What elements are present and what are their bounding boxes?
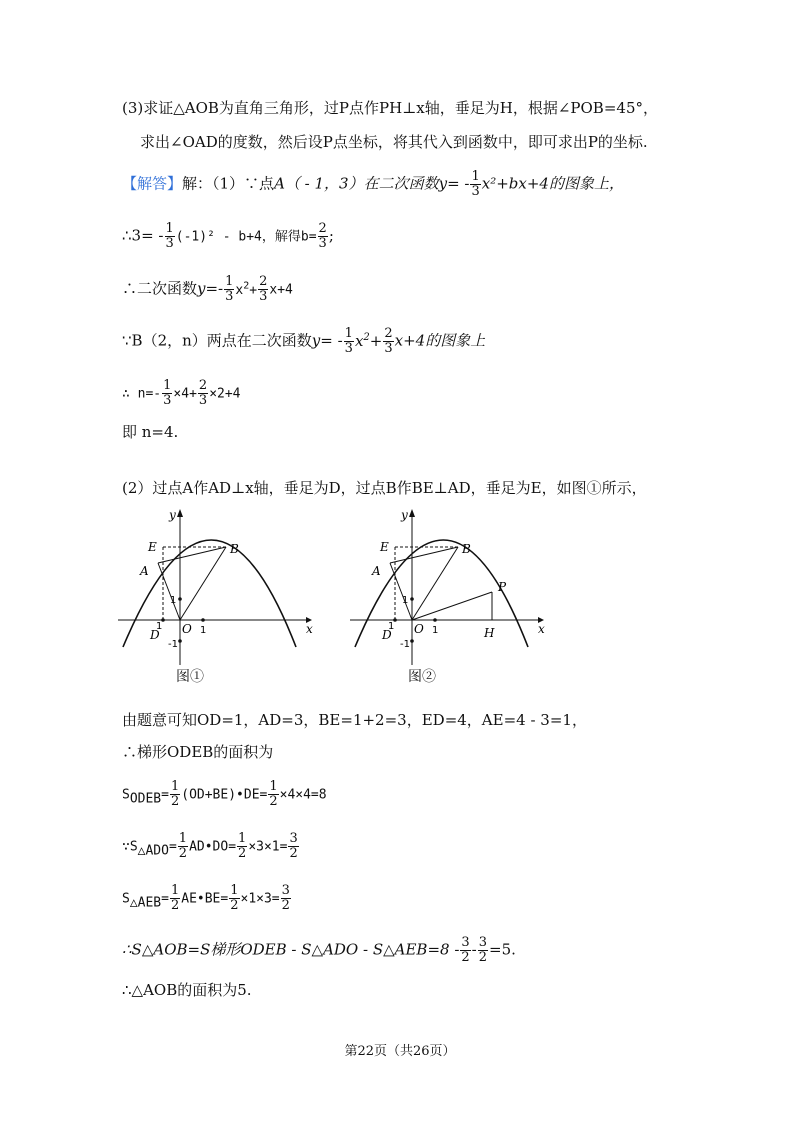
svg-text:y: y <box>401 508 408 522</box>
svg-text:1: 1 <box>388 621 395 632</box>
svg-text:O: O <box>182 622 192 636</box>
svg-text:D: D <box>382 628 392 642</box>
fraction: $\frac{2}{3}$ <box>384 326 393 356</box>
svg-text:1: 1 <box>432 625 439 636</box>
text-seg: ∴二次函数 <box>122 279 198 298</box>
svg-text:B: B <box>462 542 471 556</box>
solution-line-1 <box>122 170 624 199</box>
text-seg: △AEB <box>129 895 162 911</box>
solution-line-4: ∵B（2，n）两点在二次函数y= - $\frac{1}{3}$ $x^2+$ $\frac{2}{3}$ x+4的图象上 <box>122 326 486 356</box>
svg-text:O: O <box>414 622 424 636</box>
text-seg: y= - <box>311 331 343 350</box>
text-seg: AE•BE= <box>181 891 229 907</box>
svg-text:-1: -1 <box>168 639 178 650</box>
figure-2-caption: 图② <box>408 669 436 685</box>
text-seg: AD•DO= <box>189 839 237 855</box>
text-seg: ×1×3= <box>240 891 280 907</box>
text-seg: ∵S <box>122 839 138 855</box>
svg-text:E: E <box>380 540 389 554</box>
text-seg: (-1)² - b+4，解得b= <box>175 229 317 245</box>
svg-text:-1: -1 <box>400 639 410 650</box>
fraction: $\frac{1}{2}$ <box>170 779 180 809</box>
text-seg: A（ - 1，3）在二次函数 <box>274 174 439 193</box>
page-number: 第22页（共26页） <box>344 1044 456 1059</box>
y-axis-label: y <box>169 508 176 522</box>
text-seg: ODEB <box>129 791 162 807</box>
text-seg: y=- <box>197 279 224 298</box>
text-seg: S <box>122 891 130 907</box>
fraction: $\frac{1}{2}$ <box>170 883 180 913</box>
fraction: $\frac{2}{3}$ <box>198 378 208 408</box>
svg-text:E: E <box>148 540 157 554</box>
svg-text:1: 1 <box>200 625 207 636</box>
solution-line-7: 由题意可知OD=1，AD=3，BE=1+2=3，ED=4，AE=4 - 3=1， <box>122 711 587 729</box>
point-p-label: P <box>498 580 507 594</box>
fraction: $\frac{2}{3}$ <box>318 221 327 251</box>
figure-2 <box>350 505 550 665</box>
fraction: $\frac{1}{3}$ <box>163 378 172 408</box>
text-seg: ∴ n=- <box>122 386 162 402</box>
text-seg: ×4+ <box>173 386 197 402</box>
fraction: $\frac{1}{2}$ <box>178 831 188 861</box>
svg-text:A: A <box>372 564 381 578</box>
answer-tag: 【解答】 <box>122 174 183 193</box>
text-seg: x+4的图象上 <box>394 331 486 350</box>
text-seg: ∵B（2，n）两点在二次函数 <box>122 331 312 350</box>
text-seg: x²+bx+4的图象上， <box>481 174 624 193</box>
fraction: $\frac{3}{2}$ <box>281 883 290 913</box>
fraction: $\frac{1}{2}$ <box>269 779 278 809</box>
solution-line-6: 即 n=4. <box>122 423 179 441</box>
solution-line-9: $S_{ODEB}=$ $\frac{1}{2}$ (OD+BE)•DE= $\frac{1}{2}$ ×4×4=8 <box>122 779 327 809</box>
text-seg: △ADO <box>137 843 169 859</box>
svg-text:1: 1 <box>402 595 409 606</box>
part2-line: (2）过点A作AD⊥x轴，垂足为D，过点B作BE⊥AD，垂足为E，如图①所示， <box>122 479 647 497</box>
text-seg: (OD+BE)•DE= <box>181 787 268 803</box>
figure-1 <box>118 505 318 665</box>
fraction: $\frac{1}{3}$ <box>471 169 480 199</box>
fraction: $\frac{3}{2}$ <box>478 935 488 965</box>
hint-line-2: 求出∠OAD的度数，然后设P点坐标，将其代入到函数中，即可求出P的坐标. <box>140 133 648 151</box>
text-seg: ×4×4=8 <box>279 787 327 803</box>
point-h-label: H <box>484 626 495 640</box>
x-axis-label: x <box>306 622 313 636</box>
text-seg: ; <box>328 226 334 245</box>
text-seg: ∴S△AOB=S梯形ODEB - S△ADO - S△AEB=8 - <box>122 940 460 959</box>
solution-line-2 <box>122 222 334 251</box>
text-seg: x+4 <box>269 282 293 298</box>
fraction: $\frac{1}{2}$ <box>238 831 247 861</box>
solution-line-8: ∴梯形ODEB的面积为 <box>122 743 274 761</box>
solution-line-5 <box>122 379 241 408</box>
fraction: $\frac{2}{3}$ <box>259 274 268 304</box>
text-seg: ∴3= - <box>122 226 164 245</box>
fraction: $\frac{1}{2}$ <box>230 883 239 913</box>
hint-line-1: (3)求证△AOB为直角三角形，过P点作PH⊥x轴，垂足为H，根据∠POB=45°， <box>122 99 658 117</box>
solution-line-12: ∴S△AOB=S梯形ODEB - S△ADO - S△AEB=8 - $\frac{3}{2}$ - $\frac{3}{2}$ =5. <box>122 935 516 965</box>
svg-text:D: D <box>150 628 160 642</box>
text-seg: y= - <box>438 174 470 193</box>
figure-1-caption: 图① <box>176 669 204 685</box>
svg-text:1: 1 <box>156 621 163 632</box>
solution-line-10: $\because S_{\triangle ADO}=$ $\frac{1}{2}$ AD•DO= $\frac{1}{2}$ ×3×1= $\frac{3}{2}$ <box>122 831 298 861</box>
fraction: $\frac{3}{2}$ <box>289 831 298 861</box>
text-seg: ×3×1= <box>248 839 288 855</box>
fraction: $\frac{1}{3}$ <box>225 274 234 304</box>
fraction: $\frac{1}{3}$ <box>344 326 353 356</box>
svg-text:B: B <box>230 542 239 556</box>
svg-text:A: A <box>140 564 149 578</box>
fraction: $\frac{1}{3}$ <box>165 221 174 251</box>
text-seg: =5. <box>489 940 516 959</box>
text-seg: ×2+4 <box>209 386 241 402</box>
svg-text:x: x <box>538 622 545 636</box>
page-footer <box>0 1040 800 1059</box>
solution-line-13: ∴△AOB的面积为5. <box>122 981 252 999</box>
text-seg: S <box>122 787 130 803</box>
text-seg: 解：（1）∵点 <box>182 174 275 193</box>
fraction: $\frac{3}{2}$ <box>461 935 470 965</box>
solution-line-11: $S_{\triangle AEB}=$ $\frac{1}{2}$ AE•BE= $\frac{1}{2}$ ×1×3= $\frac{3}{2}$ <box>122 883 290 913</box>
solution-line-3: ∴二次函数y=- $\frac{1}{3}$ $x^2+$ $\frac{2}{3}$ x+4 <box>122 274 293 304</box>
svg-text:1: 1 <box>170 595 177 606</box>
